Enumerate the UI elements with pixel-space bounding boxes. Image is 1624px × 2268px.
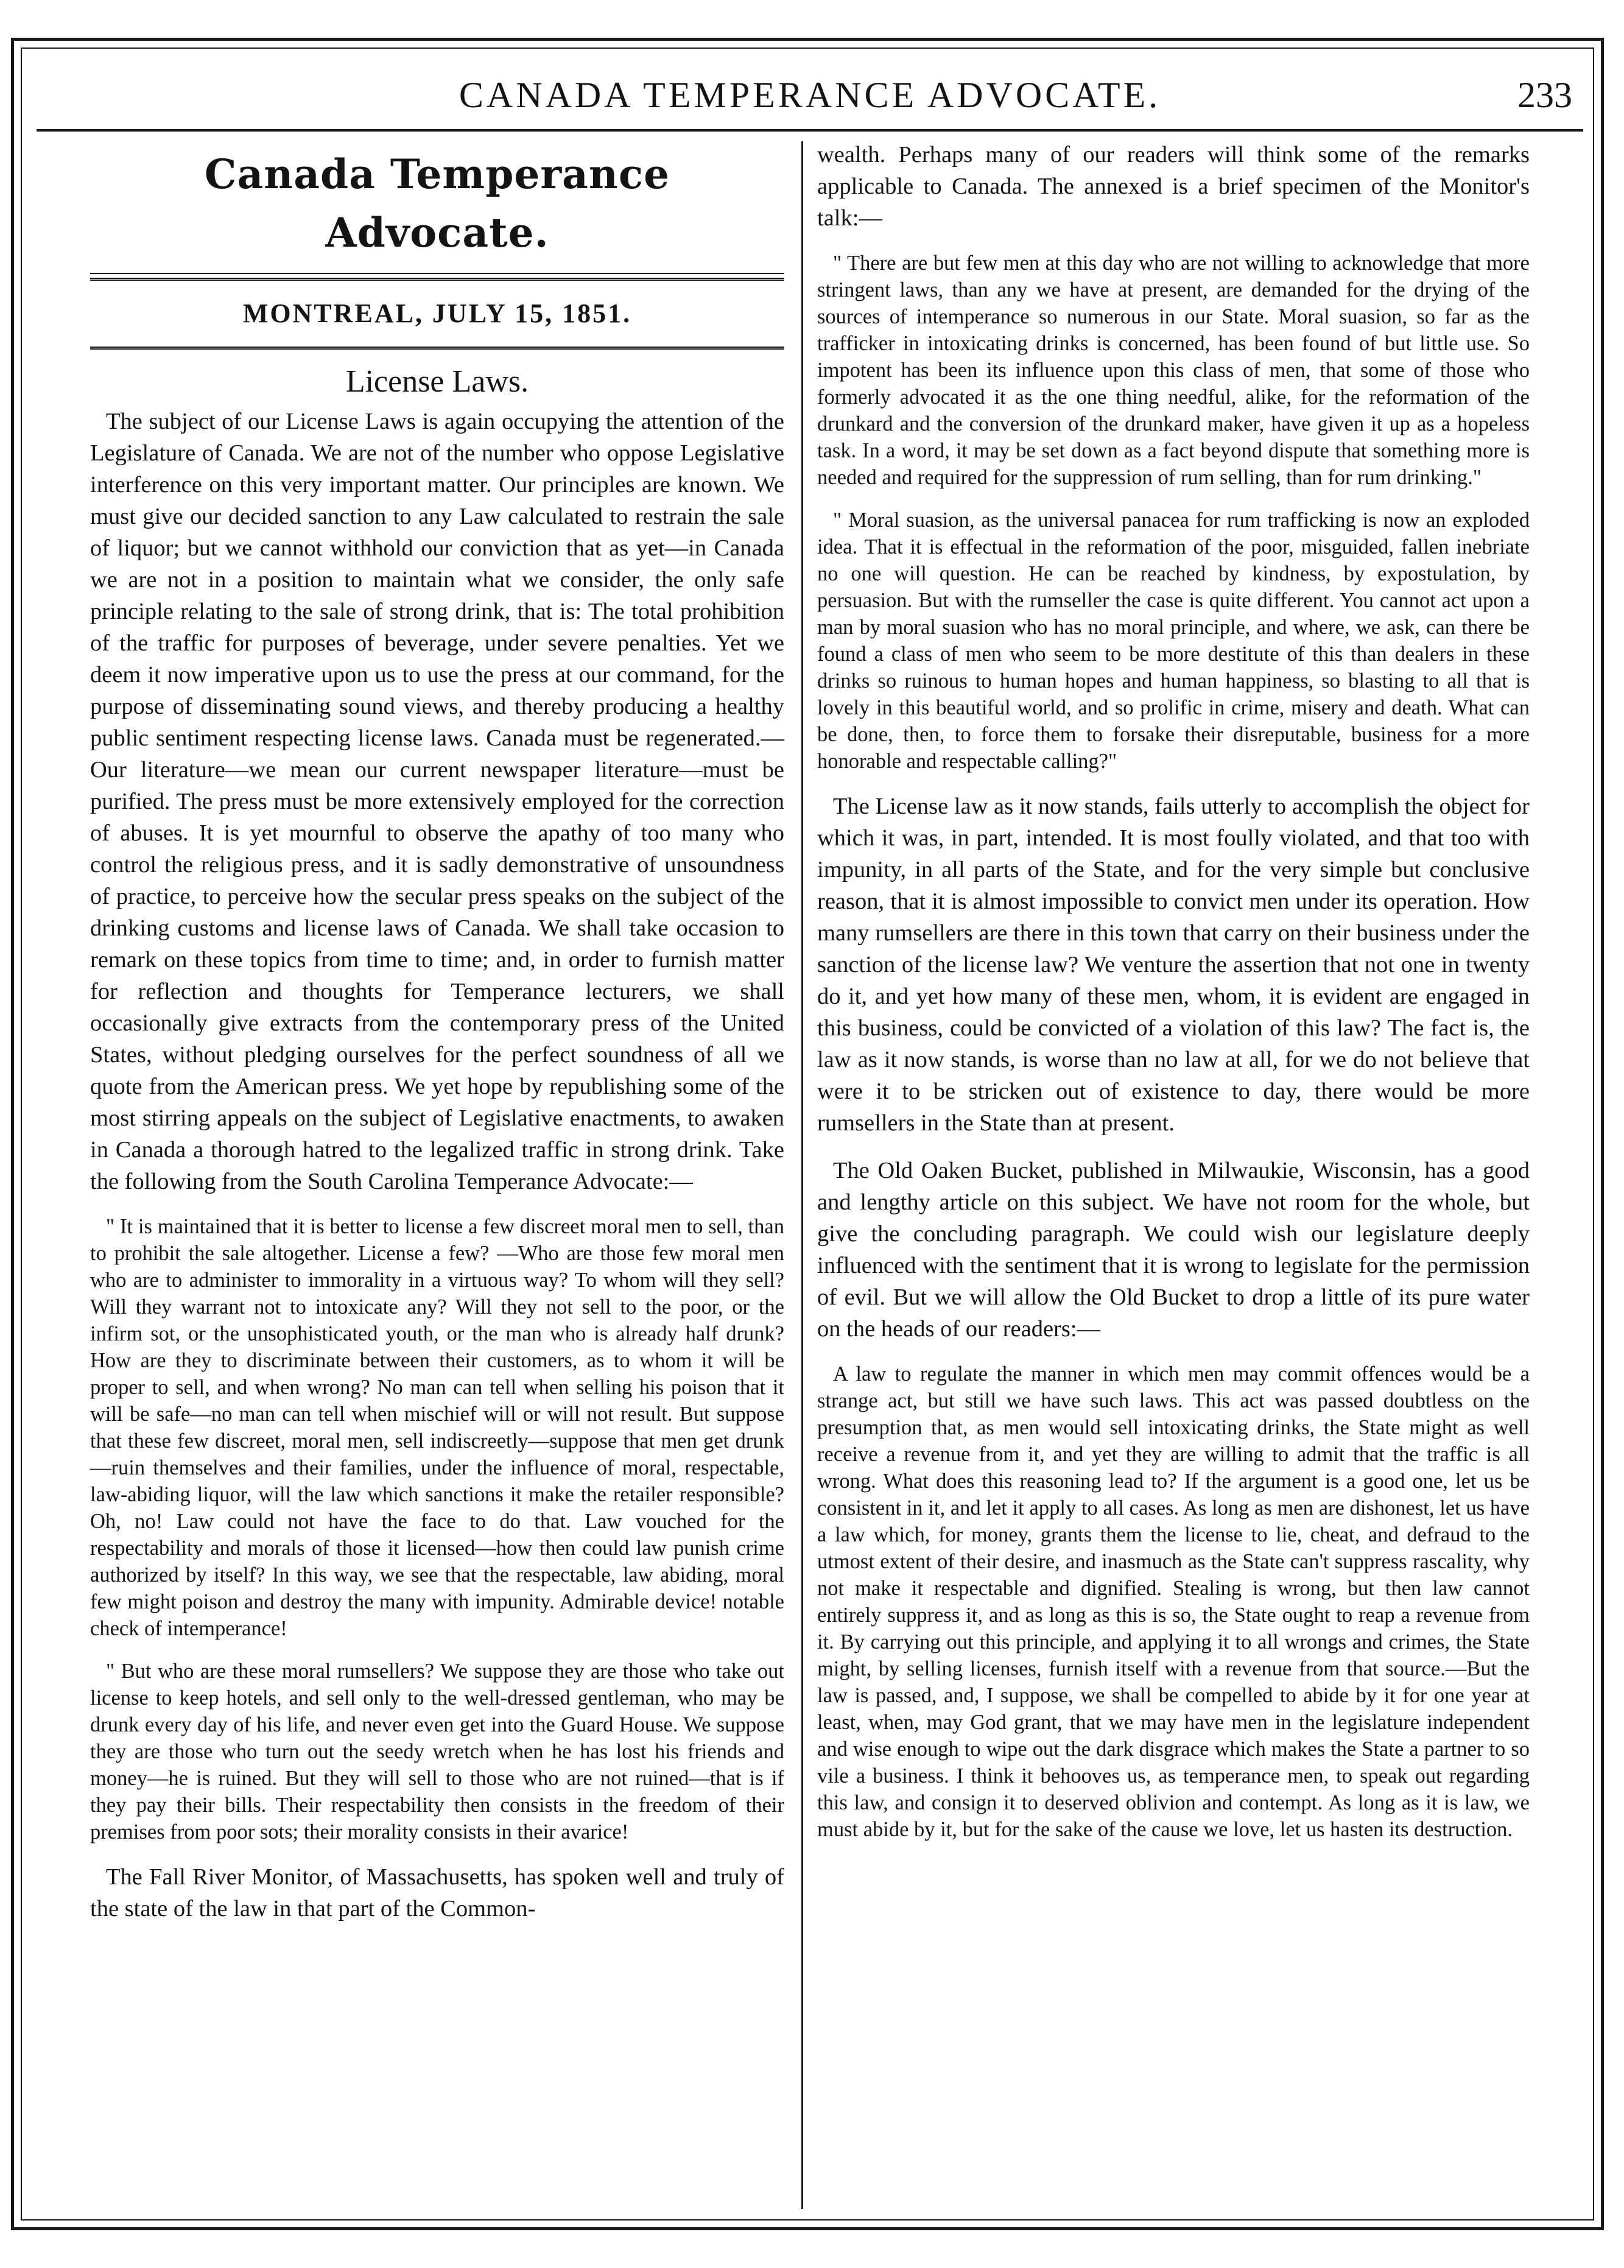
article-paragraph: The Old Oaken Bucket, published in Milwaukie, Wisconsin, has a good and lengthy article on this subject. We have not room for the whole, but give the concluding paragraph. We could wish our legislature deeply influenced with the sentiment that it is wrong to legislate for the permission of evil. But we will allow the Old Bucket to drop a little of its pure water on the heads of our readers:—: [817, 1158, 1530, 1342]
running-head: [37, 61, 1583, 128]
dateline: MONTREAL, JULY 15, 1851.: [242, 298, 632, 328]
quote-paragraph: " There are but few men at this day who are not willing to acknowledge that more stringent laws, than any we have at present, are demanded for the drying of the sources of intemperance so numerous in our State. Moral suasion, so far as the trafficker in intoxicating drinks is concerned, has been found of but little use. So impotent has been its influence upon this class of men, that some of those who formerly advocated it as the one thing needful, alike, for the reformation of the drunkard and the conversion of the drunkard maker, have given it up as a hopeless task. In a word, it may be set down as a fact beyond dispute that something more is needed and required for the suppression of rum selling, than for rum drinking.": [817, 252, 1530, 489]
masthead-title: Canada Temperance Advocate.: [204, 150, 670, 256]
article-paragraph: The Fall River Monitor, of Massachusetts, has spoken well and truly of the state of the law in that part of the Common-: [90, 1864, 784, 1921]
dateline-rule: [90, 347, 784, 350]
masthead-double-rule: [90, 278, 784, 281]
quote-paragraph: " It is maintained that it is better to license a few discreet moral men to sell, than to prohibit the sale altogether. License a few? —Who are those few moral men who are to administer to immorality in a virtuous way? To whom will they sell? Will they warrant not to intoxicate any? Will they not sell to the poor, or the infirm sot, or the unsophisticated youth, or the man who is already half drunk? How are they to discriminate between their customers, as to whom it will be proper to sell, and when wrong? No man can tell when selling his poison that it will be safe—no man can tell when mischief will or will not result. But suppose that these few discreet, moral men, sell indiscreetly—suppose that men get drunk—ruin themselves and their families, under the influence of moral, respectable, law-abiding liquor, will the law which sanctions it make the retailer responsible? Oh, no! Law could not have the face to do that. Law vouched for the respectability and morals of those it licensed—how then could law punish crime authorized by itself? In this way, we see that the respectable, law abiding, moral few might poison and destroy the many with impunity. Admirable device! notable check of intemperance!: [90, 1215, 784, 1640]
quote-paragraph: " But who are these moral rumsellers? We suppose they are those who take out license to keep hotels, and sell only to the well-dressed gentleman, who may be drunk every day of his life, and never even get into the Guard House. We suppose they are those who turn out the seedy wretch when he has lost his friends and money—he is ruined. But they will sell to those who are not ruined—that is if they pay their bills. Their respectability then consists in the freedom of their premises from poor sots; their morality consists in their avarice!: [90, 1660, 784, 1844]
left-column: [90, 139, 784, 1925]
page-number: 233: [1517, 75, 1572, 115]
article-paragraph: The License law as it now stands, fails utterly to accomplish the object for which it was, in part, intended. It is most foully violated, and that too with impunity, in all parts of the State, and for the very simple but conclusive reason, that it is almost impossible to convict men under its operation. How many rumsellers are there in this town that carry on their business under the sanction of the license law? We venture the assertion that not one in twenty do it, and yet how many of these men, whom, it is evident are engaged in this business, could be convicted of a violation of this law? The fact is, the law as it now stands, is worse than no law at all, for we do not believe that were it to be stricken out of existence to day, there would be more rumsellers in the State than at present.: [817, 794, 1530, 1136]
article-title: License Laws.: [345, 364, 529, 399]
column-divider: [801, 141, 803, 2209]
running-title: CANADA TEMPERANCE ADVOCATE.: [459, 75, 1161, 115]
header-rule: [37, 129, 1583, 132]
quote-paragraph: " Moral suasion, as the universal panacea for rum trafficking is now an exploded idea. That it is effectual in the reformation of the poor, misguided, fallen inebriate no one will question. He can be reached by kindness, by expostulation, by persuasion. But with the rumseller the case is quite different. You cannot act upon a man by moral suasion who has no moral principle, and where, we ask, can there be found a class of men who seem to be more destitute of this than dealers in these drinks so ruinous to human hopes and human happiness, so blasting to all that is lovely in this beautiful world, and so prolific in crime, misery and death. What can be done, then, to force them to forsake their disreputable, business for a more honorable and respectable calling?": [817, 509, 1530, 773]
article-paragraph: wealth. Perhaps many of our readers will think some of the remarks applicable to Canada. The annexed is a brief specimen of the Monitor's talk:—: [817, 142, 1530, 231]
masthead-rule: [90, 273, 784, 274]
article-paragraph: The subject of our License Laws is again occupying the attention of the Legislature of Canada. We are not of the number who oppose Legislative interference on this very important matter. Our principles are known. We must give our decided sanction to any Law calculated to restrain the sale of liquor; but we cannot withhold our conviction that as yet—in Canada we are not in a position to maintain what we consider, the only safe principle relating to the sale of strong drink, that is: The total prohibition of the traffic for purposes of beverage, under severe penalties. Yet we deem it now imperative upon us to use the press at our command, for the purpose of disseminating sound views, and thereby producing a healthy public sentiment respecting license laws. Canada must be regenerated.—Our literature—we mean our current newspaper literature—must be purified. The press must be more extensively employed for the correction of abuses. It is yet mournful to observe the apathy of too many who control the religious press, and it is sadly demonstrative of unsoundness of practice, to perceive how the secular press speaks on the subject of the drinking customs and license laws of Canada. We shall take occasion to remark on these topics from time to time; and, in order to furnish matter for reflection and thoughts for Temperance lecturers, we shall occasionally give extracts from the contemporary press of the United States, without pledging ourselves for the perfect soundness of all we quote from the American press. We yet hope by republishing some of the most stirring appeals on the subject of Legislative enactments, to awaken in Canada a thorough hatred to the legalized traffic in strong drink. Take the following from the South Carolina Temperance Advocate:—: [90, 409, 784, 1194]
right-column: [817, 139, 1530, 1843]
quote-paragraph: A law to regulate the manner in which men may commit offences would be a strange act, but still we have such laws. This act was passed doubtless on the presumption that, as men would sell intoxicating drinks, the State might as well receive a revenue from it, and yet they are willing to admit that the traffic is all wrong. What does this reasoning lead to? If the argument is a good one, let us be consistent in it, and let it apply to all cases. As long as men are dishonest, let us have a law which, for money, grants them the license to lie, cheat, and defraud to the utmost extent of their desire, and inasmuch as the State can't suppress rascality, why not make it respectable and dignified. Stealing is wrong, but then law cannot entirely suppress it, and as long as this is so, the State ought to reap a revenue from it. By carrying out this principle, and applying it to all wrongs and crimes, the State might, by selling licenses, furnish itself with a revenue from that source.—But the law is passed, and, I suppose, we shall be compelled to abide by it for one year at least, when, may God grant, that we may have men in the legislature independent and wise enough to wipe out the dark disgrace which makes the State a partner to so vile a business. I think it behooves us, as temperance men, to speak out regarding this law, and consign it to deserved oblivion and contempt. As long as it is law, we must abide by it, but for the sake of the cause we love, let us hasten its destruction.: [817, 1362, 1530, 1841]
